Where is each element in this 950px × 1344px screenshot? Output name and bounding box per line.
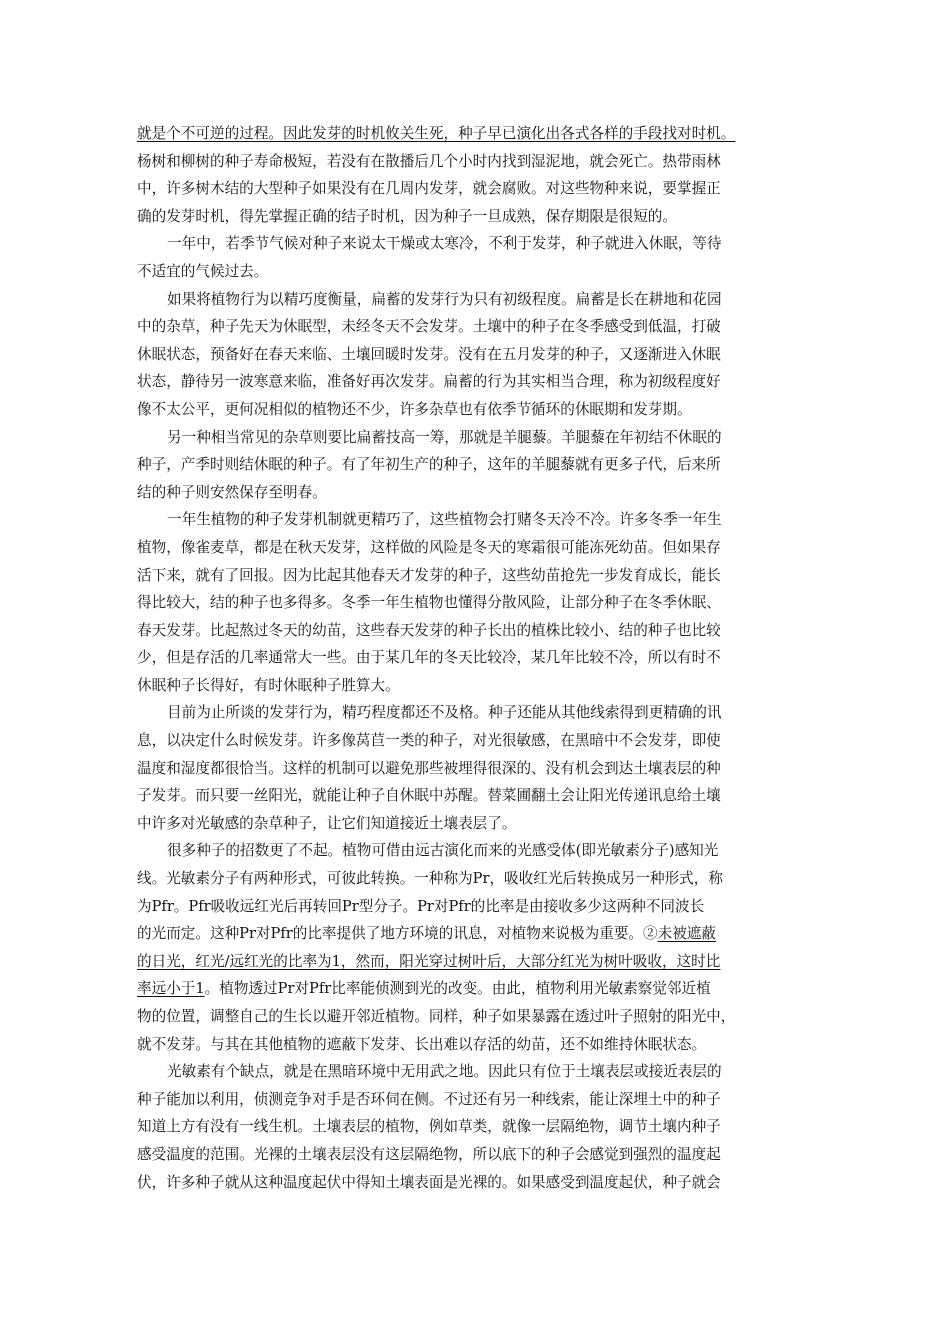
line-text: 物的位置，调整自己的生长以避开邻近植物。同样，种子如果暴露在透过叶子照射的阳光中，	[137, 1008, 736, 1025]
line-text: 就是个不可逆的过程。因此发芽的时机攸关生死，种子早已演化出各式各样的手段找对时机。	[137, 125, 736, 142]
line-text: 线。光敏素分子有两种形式，可彼此转换。一种称为Pr，吸收红光后转换成另一种形式，称	[137, 870, 723, 888]
line-text: 感受温度的范围。光裸的土壤表层没有这层隔绝物，所以底下的种子会感觉到强烈的温度起	[137, 1145, 721, 1163]
text-line	[137, 920, 813, 948]
line-text: 种子能加以利用，侦测竞争对手是否环伺在侧。不过还有另一种线索，能让深埋土中的种子	[137, 1090, 721, 1108]
text-line	[137, 286, 813, 314]
text-line	[137, 617, 813, 645]
text-line	[137, 837, 813, 865]
text-line	[137, 1141, 813, 1169]
text-line	[137, 644, 813, 672]
text-line	[137, 975, 813, 1003]
text-line	[137, 865, 813, 893]
text-line	[137, 672, 813, 700]
text-line	[137, 479, 813, 507]
line-text: 另一种相当常见的杂草则要比扁蓄技高一筹，那就是羊腿藜。羊腿藜在年初结不休眠的	[167, 428, 722, 446]
text-line	[137, 368, 813, 396]
line-text: 杨树和柳树的种子寿命极短，若没有在散播后几个小时内找到湿泥地，就会死亡。热带雨林	[137, 152, 721, 170]
text-line	[137, 341, 813, 369]
text-line	[137, 1169, 813, 1197]
line-text: 休眠状态，预备好在春天来临、土壤回暖时发芽。没有在五月发芽的种子，又逐渐进入休眠	[137, 345, 721, 363]
line-text: 的光而定。这种Pr对Pfr的比率提供了地方环境的讯息，对植物来说极为重要。②	[137, 925, 658, 943]
line-text: 不适宜的气候过去。	[137, 262, 269, 280]
line-text: 中，许多树木结的大型种子如果没有在几周内发芽，就会腐败。对这些物种来说，要掌握正	[137, 180, 721, 198]
line-text: 子发芽。而只要一丝阳光，就能让种子自休眠中苏醒。替菜圃翻土会让阳光传递讯息给土壤	[137, 787, 721, 805]
text-line	[137, 120, 813, 148]
line-text: 很多种子的招数更了不起。植物可借由远古演化而来的光感受体(即光敏素分子)感知光	[167, 842, 719, 860]
text-line	[137, 589, 813, 617]
line-text: 休眠种子长得好，有时休眠种子胜算大。	[137, 676, 400, 694]
text-line	[137, 230, 813, 258]
text-line	[137, 424, 813, 452]
text-line	[137, 396, 813, 424]
text-line	[137, 948, 813, 976]
text-line	[137, 148, 813, 176]
line-text: 如果将植物行为以精巧度衡量，扁蓄的发芽行为只有初级程度。扁蓄是长在耕地和花园	[167, 290, 722, 308]
line-text: 伏，许多种子就从这种温度起伏中得知土壤表面是光裸的。如果感受到温度起伏，种子就会	[137, 1173, 721, 1191]
text-line	[137, 258, 813, 286]
text-line	[137, 1086, 813, 1114]
text-line	[137, 175, 813, 203]
line-text: 率远小于1	[137, 980, 205, 998]
line-text: 植物，像雀麦草，都是在秋天发芽，这样做的风险是冬天的寒霜很可能冻死幼苗。但如果存	[137, 538, 721, 556]
line-text-tail: 。植物透过Pr对Pfr比率能侦测到光的改变。由此，植物利用光敏素察觉邻近植	[204, 980, 711, 998]
line-text: 种子，产季时则结休眠的种子。有了年初生产的种子，这年的羊腿藜就有更多子代，后来所	[137, 456, 721, 474]
line-text: 少，但是存活的几率通常大一些。由于某几年的冬天比较冷，某几年比较不冷，所以有时不	[137, 649, 721, 667]
line-text: 中的杂草，种子先天为休眠型，未经冬天不会发芽。土壤中的种子在冬季感受到低温，打破	[137, 318, 721, 336]
text-line	[137, 1003, 813, 1031]
line-text: 就不发芽。与其在其他植物的遮蔽下发芽、长出难以存活的幼苗，还不如维持休眠状态。	[137, 1035, 707, 1053]
line-text: 确的发芽时机，得先掌握正确的结子时机，因为种子一旦成熟，保存期限是很短的。	[137, 207, 677, 225]
line-text: 中许多对光敏感的杂草种子，让它们知道接近土壤表层了。	[137, 814, 517, 832]
text-line	[137, 893, 813, 921]
line-text: 光敏素有个缺点，就是在黑暗环境中无用武之地。因此只有位于土壤表层或接近表层的	[167, 1063, 722, 1081]
line-text: 知道上方有没有一线生机。土壤表层的植物，例如草类，就像一层隔绝物，调节土壤内种子	[137, 1118, 721, 1136]
text-line	[137, 313, 813, 341]
line-text: 状态，静待另一波寒意来临，准备好再次发芽。扁蓄的行为其实相当合理，称为初级程度好	[137, 373, 721, 391]
line-text: 目前为止所谈的发芽行为，精巧程度都还不及格。种子还能从其他线索得到更精确的讯	[167, 704, 722, 722]
text-line	[137, 727, 813, 755]
line-text: 一年中，若季节气候对种子来说太干燥或太寒冷，不利于发芽，种子就进入休眠，等待	[167, 235, 722, 253]
text-line	[137, 755, 813, 783]
text-line	[137, 782, 813, 810]
text-line	[137, 506, 813, 534]
line-text: 活下来，就有了回报。因为比起其他春天才发芽的种子，这些幼苗抢先一步发育成长，能长	[137, 566, 721, 584]
text-line	[137, 1031, 813, 1059]
text-line	[137, 203, 813, 231]
line-text: 的日光，红光/远红光的比率为1，然而，阳光穿过树叶后，大部分红光为树叶吸收，这时比	[137, 952, 721, 970]
text-line	[137, 699, 813, 727]
text-line	[137, 1058, 813, 1086]
line-text: 像不太公平，更何况相似的植物还不少，许多杂草也有依季节循环的休眠期和发芽期。	[137, 400, 692, 418]
line-text-tail: 未被遮蔽	[657, 925, 716, 943]
line-text: 得比较大，结的种子也多得多。冬季一年生植物也懂得分散风险，让部分种子在冬季休眠、	[137, 594, 721, 612]
line-text: 为Pfr。Pfr吸收远红光后再转回Pr型分子。Pr对Pfr的比率是由接收多少这两种不同波长	[137, 897, 705, 915]
line-text: 结的种子则安然保存至明春。	[137, 483, 327, 501]
text-line	[137, 562, 813, 590]
text-line	[137, 810, 813, 838]
line-text: 春天发芽。比起熬过冬天的幼苗，这些春天发芽的种子长出的植株比较小、结的种子也比较	[137, 621, 721, 639]
text-line	[137, 534, 813, 562]
line-text: 息，以决定什么时候发芽。许多像莴苣一类的种子，对光很敏感，在黑暗中不会发芽，即使	[137, 732, 721, 750]
text-line	[137, 451, 813, 479]
body-text	[137, 120, 813, 1196]
text-line	[137, 1113, 813, 1141]
line-text: 一年生植物的种子发芽机制就更精巧了，这些植物会打赌冬天冷不冷。许多冬季一年生	[167, 511, 722, 529]
line-text: 温度和湿度都很恰当。这样的机制可以避免那些被埋得很深的、没有机会到达土壤表层的种	[137, 759, 721, 777]
